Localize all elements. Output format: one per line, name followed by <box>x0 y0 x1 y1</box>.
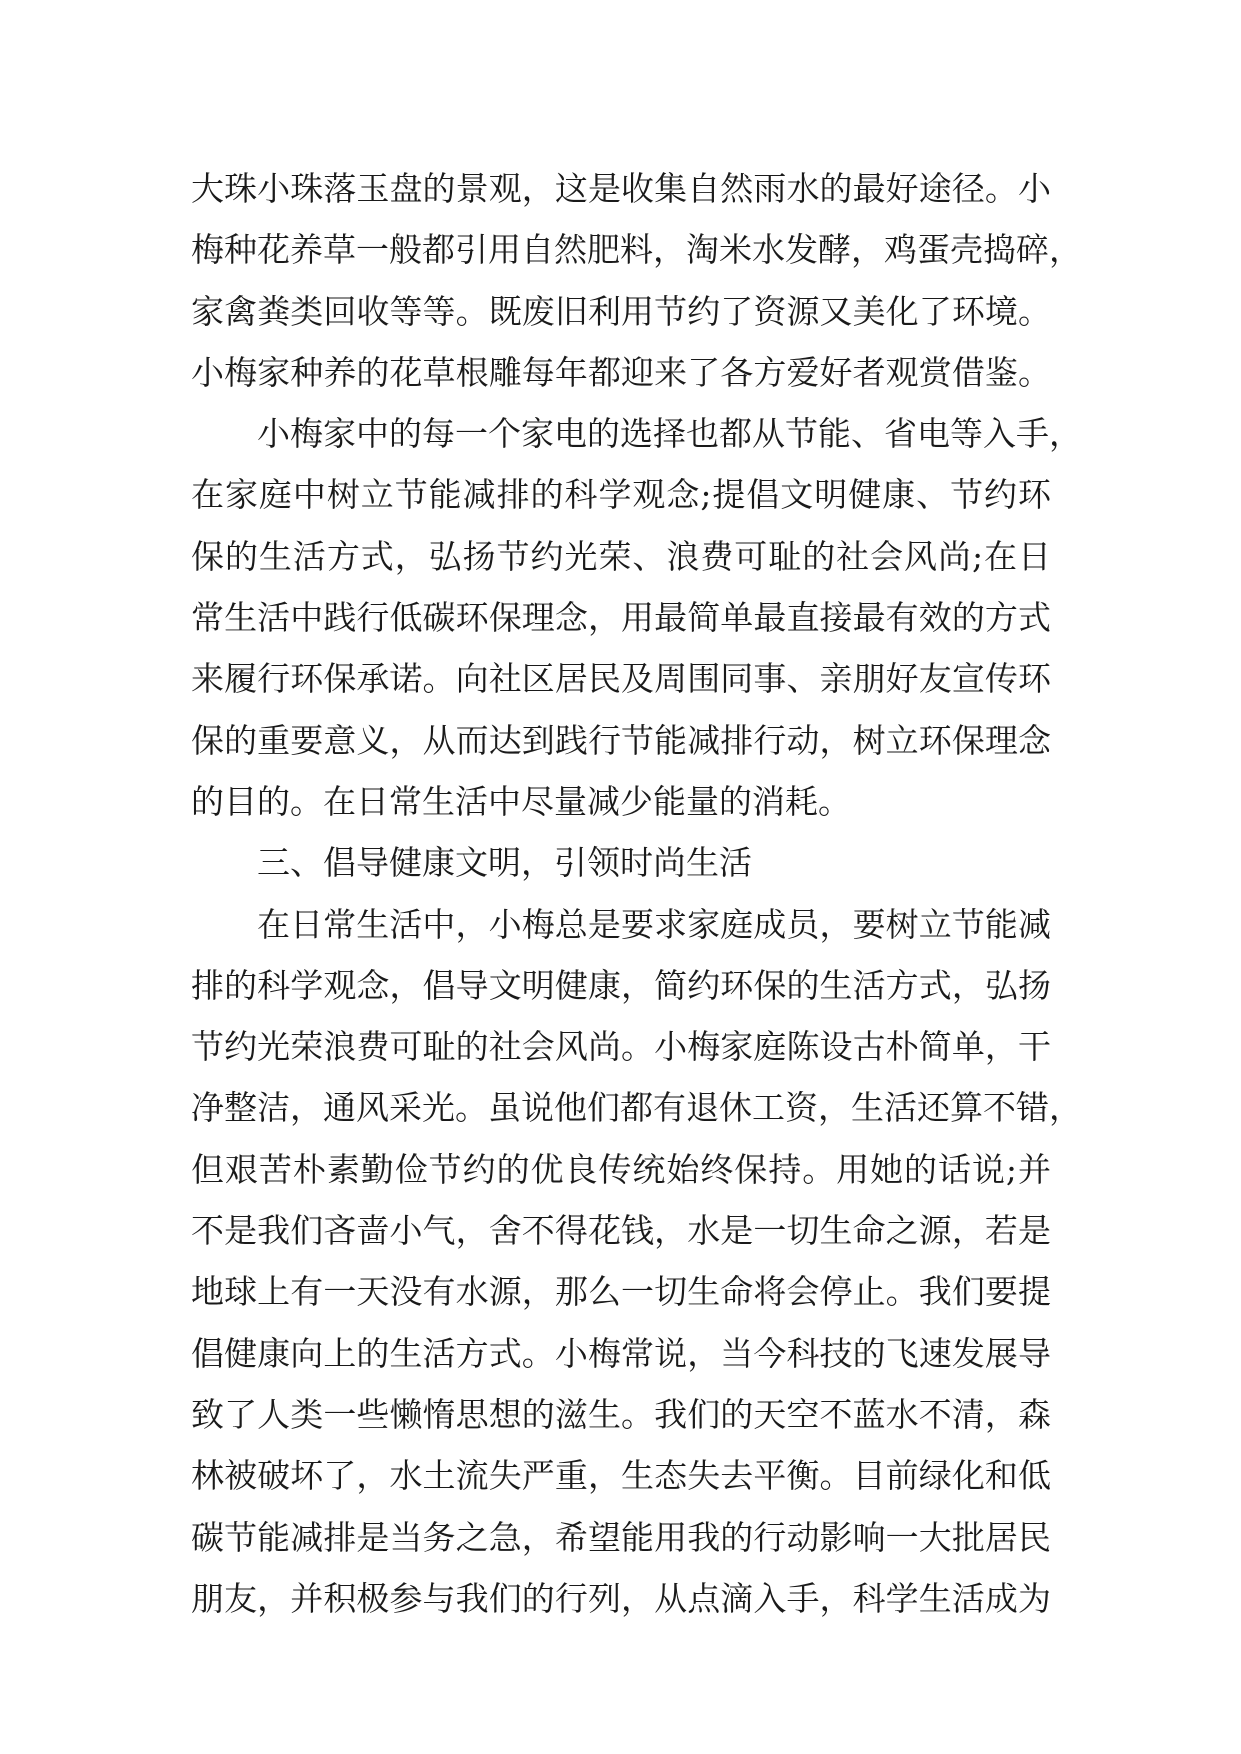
text-line: 梅种花养草一般都引用自然肥料，淘米水发酵，鸡蛋壳捣碎， <box>191 230 1082 270</box>
text-line: 的目的。在日常生活中尽量减少能量的消耗。 <box>191 781 851 821</box>
text-line: 林被破坏了，水土流失严重，生态失去平衡。目前绿化和低 <box>191 1456 1051 1496</box>
body-text <box>191 158 1082 1629</box>
text-line: 大珠小珠落玉盘的景观，这是收集自然雨水的最好途径。小 <box>191 169 1051 208</box>
text-line: 朋友，并积极参与我们的行列，从点滴入手，科学生活成为 <box>191 1578 1051 1618</box>
text-line: 保的重要意义，从而达到践行节能减排行动，树立环保理念 <box>191 720 1051 760</box>
text-line: 不是我们吝啬小气，舍不得花钱，水是一切生命之源，若是 <box>191 1211 1051 1251</box>
paragraph-start-line: 在日常生活中，小梅总是要求家庭成员，要树立节能减 <box>257 904 1051 944</box>
text-line: 排的科学观念，倡导文明健康，简约环保的生活方式，弘扬 <box>191 965 1051 1005</box>
section-heading: 三、倡导健康文明，引领时尚生活 <box>257 843 752 883</box>
text-line: 常生活中践行低碳环保理念，用最简单最直接最有效的方式 <box>191 598 1051 638</box>
text-line: 家禽粪类回收等等。既废旧利用节约了资源又美化了环境。 <box>191 291 1051 331</box>
text-line: 倡健康向上的生活方式。小梅常说，当今科技的飞速发展导 <box>191 1333 1051 1373</box>
paragraph-start-line: 小梅家中的每一个家电的选择也都从节能、省电等入手， <box>257 414 1082 454</box>
text-line: 小梅家种养的花草根雕每年都迎来了各方爱好者观赏借鉴。 <box>191 352 1051 392</box>
text-line: 在家庭中树立节能减排的科学观念;提倡文明健康、节约环 <box>191 475 1051 515</box>
text-line: 来履行环保承诺。向社区居民及周围同事、亲朋好友宣传环 <box>191 659 1051 699</box>
text-line: 节约光荣浪费可耻的社会风尚。小梅家庭陈设古朴简单，干 <box>191 1027 1051 1067</box>
text-line: 净整洁，通风采光。虽说他们都有退休工资，生活还算不错， <box>191 1088 1082 1128</box>
text-line: 碳节能减排是当务之急，希望能用我的行动影响一大批居民 <box>191 1517 1051 1557</box>
text-line: 地球上有一天没有水源，那么一切生命将会停止。我们要提 <box>191 1272 1051 1312</box>
text-line: 致了人类一些懒惰思想的滋生。我们的天空不蓝水不清，森 <box>191 1394 1051 1434</box>
text-line: 保的生活方式，弘扬节约光荣、浪费可耻的社会风尚;在日 <box>191 536 1051 576</box>
text-line: 但艰苦朴素勤俭节约的优良传统始终保持。用她的话说;并 <box>191 1149 1051 1189</box>
